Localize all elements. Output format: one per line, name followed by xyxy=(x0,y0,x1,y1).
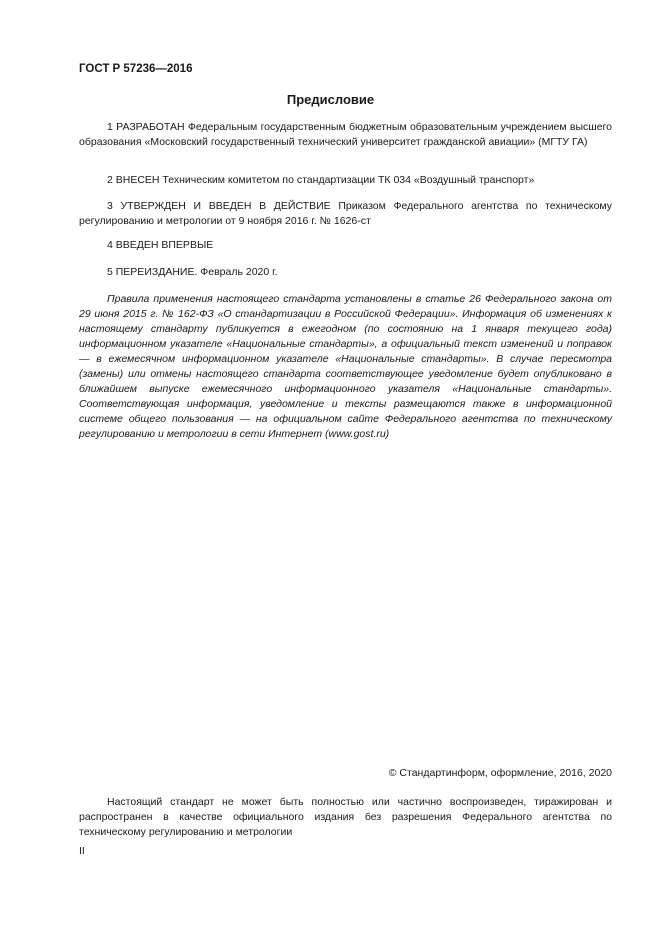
foreword-item-3: 3 УТВЕРЖДЕН И ВВЕДЕН В ДЕЙСТВИЕ Приказом Федерального агентства по техническому регулированию и метрологии от 9 ноября 2016 г. № 1626-ст xyxy=(79,200,612,227)
page-title: Предисловие xyxy=(286,92,375,107)
foreword-item-4: 4 ВВЕДЕН ВПЕРВЫЕ xyxy=(107,239,214,251)
application-note: Правила применения настоящего стандарта установлены в статье 26 Федерального закона от 29 июня 2015 г. № 162-ФЗ «О стандартизации в Российской Федерации». Информация об изменениях к настоящему стандарту публикуется в ежегодном (по состоянию на 1 января текущего года) информационном указателе «Национальные стандарты», а официальный текст изменений и поправок — в ежемесячном информационном указателе «Национальные стандарты». В случае пересмотра (замены) или отмены настоящего стандарта соответствующее уведомление будет опубликовано в ближайшем выпуске ежемесячного информационного указателя «Национальные стандарты». Соответствующая информация, уведомление и тексты размещаются также в информационной системе общего пользования — на официальном сайте Федерального агентства по техническому регулированию и метрологии в сети Интернет (www.gost.ru) xyxy=(79,293,612,440)
standard-code: ГОСТ Р 57236—2016 xyxy=(79,63,193,75)
foreword-item-5: 5 ПЕРЕИЗДАНИЕ. Февраль 2020 г. xyxy=(107,266,278,278)
copyright-line: © Стандартинформ, оформление, 2016, 2020 xyxy=(388,767,612,779)
foreword-item-1: 1 РАЗРАБОТАН Федеральным государственным бюджетным образовательным учреждением высшего образования «Московский государственный технический университет гражданской авиации» (МГТУ ГА) xyxy=(79,121,612,148)
page-number: II xyxy=(79,845,85,857)
rights-statement: Настоящий стандарт не может быть полностью или частично воспроизведен, тиражирован и распространен в качестве официального издания без разрешения Федерального агентства по техническому регулированию и метрологии xyxy=(79,796,612,838)
foreword-item-2: 2 ВНЕСЕН Техническим комитетом по стандартизации ТК 034 «Воздушный транспорт» xyxy=(107,174,535,186)
